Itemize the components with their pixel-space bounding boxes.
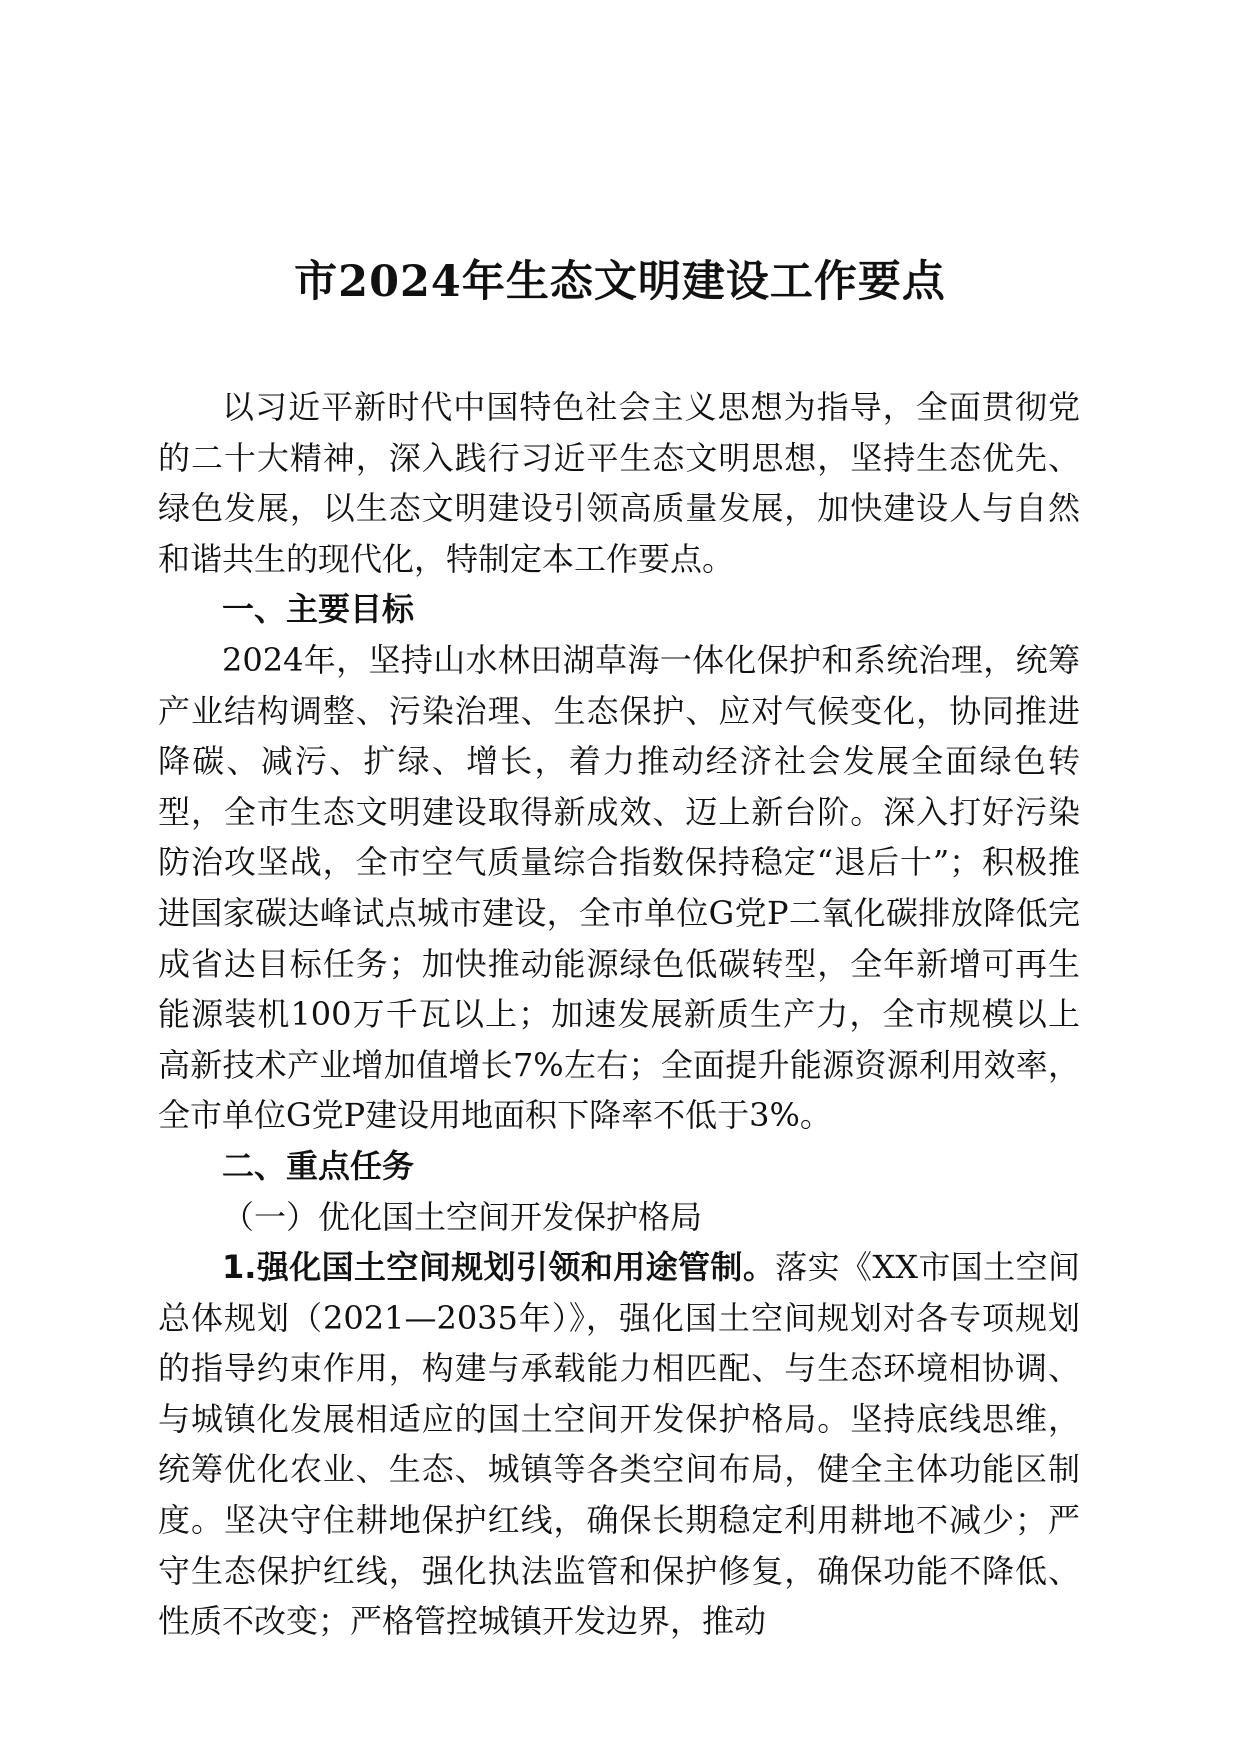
- document-body: [158, 382, 1080, 1647]
- section-heading-main-goals: 一、主要目标: [222, 590, 415, 629]
- task-item-1-lead: 1.强化国土空间规划引领和用途管制。: [222, 1248, 776, 1287]
- task-item-1-text: 落实《XX市国土空间总体规划（2021—2035年）》，强化国土空间规划对各专项规划的指导约束作用，构建与承载能力相匹配、与生态环境相协调、与城镇化发展相适应的国土空间开发保护格局。坚持底线思维，统筹优化农业、生态、城镇等各类空间布局，健全主体功能区制度。坚决守住耕地保护红线，确保长期稳定利用耕地不减少；严守生态保护红线，强化执法监管和保护修复，确保功能不降低、性质不改变；严格管控城镇开发边界，推动: [158, 1248, 1080, 1641]
- document-title: 市2024年生态文明建设工作要点: [294, 257, 946, 307]
- intro-paragraph: 以习近平新时代中国特色社会主义思想为指导，全面贯彻党的二十大精神，深入践行习近平生态文明思想，坚持生态优先、绿色发展，以生态文明建设引领高质量发展，加快建设人与自然和谐共生的现代化，特制定本工作要点。: [158, 388, 1080, 578]
- task-item-1: [158, 1242, 1080, 1647]
- section-heading-key-tasks: 二、重点任务: [222, 1146, 415, 1185]
- subsection-heading-territorial-space: （一）优化国土空间开发保护格局: [222, 1197, 703, 1236]
- main-goals-paragraph: 2024年，坚持山水林田湖草海一体化保护和系统治理，统筹产业结构调整、污染治理、生态保护、应对气候变化，协同推进降碳、减污、扩绿、增长，着力推动经济社会发展全面绿色转型，全市生态文明建设取得新成效、迈上新台阶。深入打好污染防治攻坚战，全市空气质量综合指数保持稳定“退后十”；积极推进国家碳达峰试点城市建设，全市单位G党P二氧化碳排放降低完成省达目标任务；加快推动能源绿色低碳转型，全年新增可再生能源装机100万千瓦以上；加速发展新质生产力，全市规模以上高新技术产业增加值增长7%左右；全面提升能源资源利用效率，全市单位G党P建设用地面积下降率不低于3%。: [158, 640, 1080, 1135]
